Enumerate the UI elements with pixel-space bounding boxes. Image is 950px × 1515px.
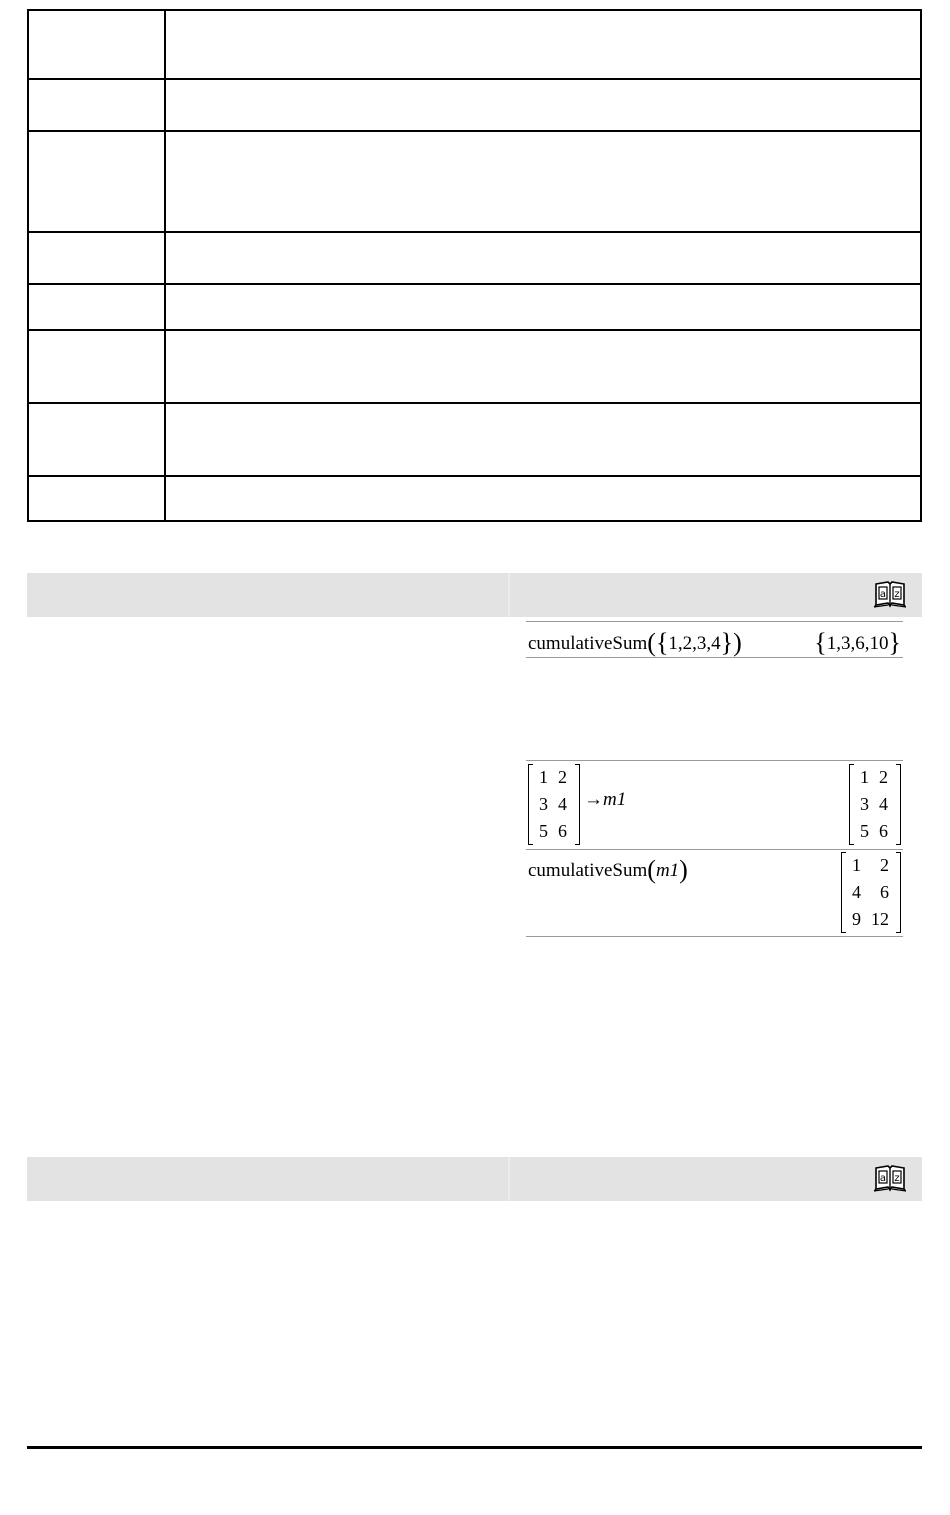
matrix-cell: 6 — [880, 882, 889, 902]
matrix-cell: 5 — [860, 821, 869, 841]
section-header-bar — [27, 573, 922, 617]
matrix-cell: 1 — [852, 855, 861, 875]
matrix-cell: 2 — [879, 767, 888, 787]
section-header-bar — [27, 1157, 922, 1201]
matrix-cell: 2 — [880, 855, 889, 875]
table-row-divider — [29, 475, 920, 477]
page-footer-rule — [27, 1446, 922, 1449]
svg-text:a: a — [879, 1173, 887, 1184]
table-row-divider — [29, 231, 920, 233]
matrix-cell: 2 — [558, 767, 567, 787]
example-input: cumulativeSum(m1) — [528, 855, 688, 884]
catalog-book-icon — [874, 1164, 906, 1192]
function-name: cumulativeSum — [528, 860, 648, 881]
header-divider — [508, 573, 510, 617]
matrix-cell: 4 — [879, 794, 888, 814]
result-matrix — [841, 852, 901, 933]
table-row-divider — [29, 283, 920, 285]
svg-text:z: z — [894, 1173, 900, 1184]
header-divider — [508, 1157, 510, 1201]
result-matrix — [849, 764, 901, 845]
example-result: {1,3,6,10} — [814, 628, 901, 657]
table-row-divider — [29, 329, 920, 331]
matrix-cell: 6 — [879, 821, 888, 841]
store-expression — [584, 789, 626, 811]
table-row-divider — [29, 402, 920, 404]
variable-name: m1 — [655, 860, 680, 881]
matrix-cell: 1 — [539, 767, 548, 787]
matrix-cell: 9 — [852, 909, 861, 929]
variable-name: m1 — [603, 789, 627, 810]
table-row-divider — [29, 78, 920, 80]
matrix-cell: 6 — [558, 821, 567, 841]
matrix-cell: 3 — [860, 794, 869, 814]
matrix-cell: 4 — [852, 882, 861, 902]
table-row-divider — [29, 130, 920, 132]
example-row-list — [526, 621, 903, 658]
svg-text:z: z — [894, 589, 900, 600]
function-name: cumulativeSum — [528, 633, 648, 654]
svg-text:a: a — [879, 589, 887, 600]
matrix-cell: 12 — [871, 909, 889, 929]
list-result: 1,3,6,10 — [826, 633, 889, 654]
matrix-cell: 3 — [539, 794, 548, 814]
definition-table — [27, 9, 922, 522]
example-row-matrix-sum — [526, 849, 903, 937]
matrix-cell: 1 — [860, 767, 869, 787]
table-column-divider — [164, 11, 166, 520]
example-input: cumulativeSum({1,2,3,4}) — [528, 628, 742, 657]
catalog-book-icon — [874, 580, 906, 608]
list-argument: 1,2,3,4 — [668, 633, 721, 654]
matrix-cell: 5 — [539, 821, 548, 841]
example-row-matrix-store — [526, 760, 903, 850]
store-arrow: → — [584, 789, 603, 810]
input-matrix — [528, 764, 580, 845]
matrix-cell: 4 — [558, 794, 567, 814]
